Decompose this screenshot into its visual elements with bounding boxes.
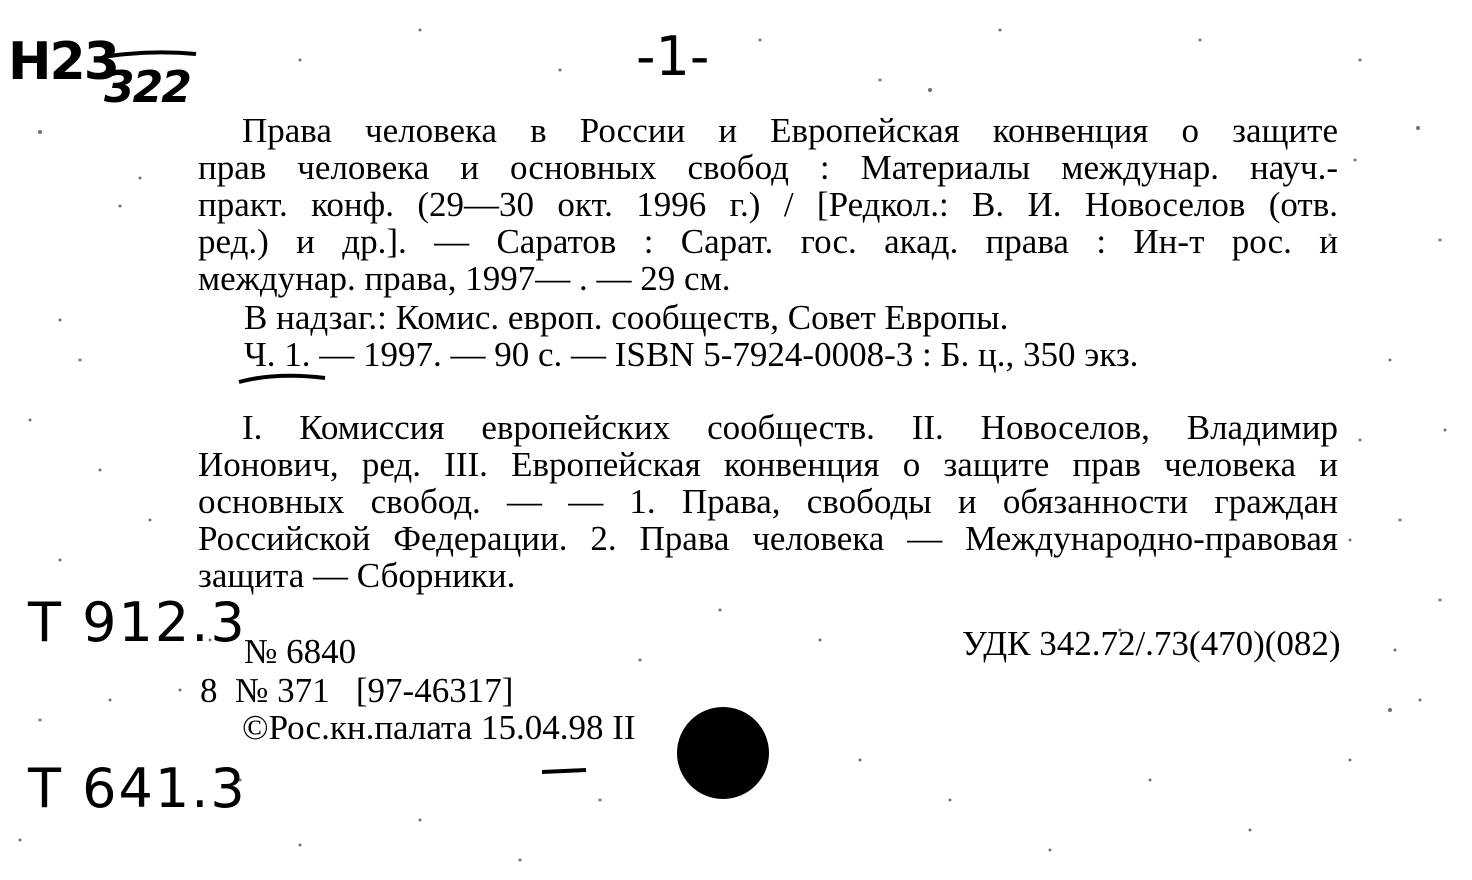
main-line-1: Права человека в России и Европейская конвенция о защите bbox=[242, 111, 1338, 150]
punch-hole bbox=[677, 707, 769, 799]
shelfmark-top bbox=[8, 32, 118, 92]
page-marker-text: -1- bbox=[636, 25, 710, 88]
subject-line-5: защита — Сборники. bbox=[198, 556, 516, 595]
shelfmark-top-sub bbox=[104, 62, 190, 113]
main-line-4: ред.) и др.]. — Саратов : Сарат. гос. акад. права : Ин-т рос. и bbox=[198, 222, 1338, 261]
udk-line: УДК 342.72/.73(470)(082) bbox=[962, 624, 1341, 663]
shelfmark-denominator: 322 bbox=[104, 62, 190, 113]
book-chamber-line: ©Рос.кн.палата 15.04.98 II bbox=[242, 708, 636, 747]
page-marker bbox=[636, 25, 710, 88]
registration-line: 8 № 371 [97-46317] bbox=[200, 671, 514, 710]
stray-dash bbox=[540, 764, 590, 778]
nadzag-line: В надзаг.: Комис. европ. сообществ, Совет Европы. bbox=[244, 298, 1009, 337]
subject-line-4: Российской Федерации. 2. Права человека — Международно-правовая bbox=[198, 519, 1338, 558]
main-line-3: практ. конф. (29—30 окт. 1996 г.) / [Редкол.: В. И. Новоселов (отв. bbox=[198, 185, 1338, 224]
subject-line-3: основных свобод. — — 1. Права, свободы и обязанности граждан bbox=[198, 482, 1338, 521]
part-line: Ч. 1. — 1997. — 90 с. — ISBN 5-7924-0008-3 : Б. ц., 350 экз. bbox=[244, 335, 1139, 374]
main-line-2: прав человека и основных свобод : Материалы междунар. науч.- bbox=[198, 148, 1338, 187]
part-underline bbox=[236, 370, 328, 386]
handwritten-code-2: Т 641.3 bbox=[28, 757, 247, 820]
subject-line-2: Ионович, ред. III. Европейская конвенция о защите прав человека и bbox=[198, 445, 1338, 484]
subject-line-1: I. Комиссия европейских сообществ. II. Новоселов, Владимир bbox=[242, 408, 1338, 447]
number-line: № 6840 bbox=[244, 632, 357, 671]
main-line-5: междунар. права, 1997— . — 29 см. bbox=[198, 259, 731, 298]
shelfmark-top-main: Н23 bbox=[8, 32, 118, 92]
shelfmark-fraction-line bbox=[108, 48, 198, 60]
handwritten-code-1: Т 912.3 bbox=[28, 591, 247, 654]
